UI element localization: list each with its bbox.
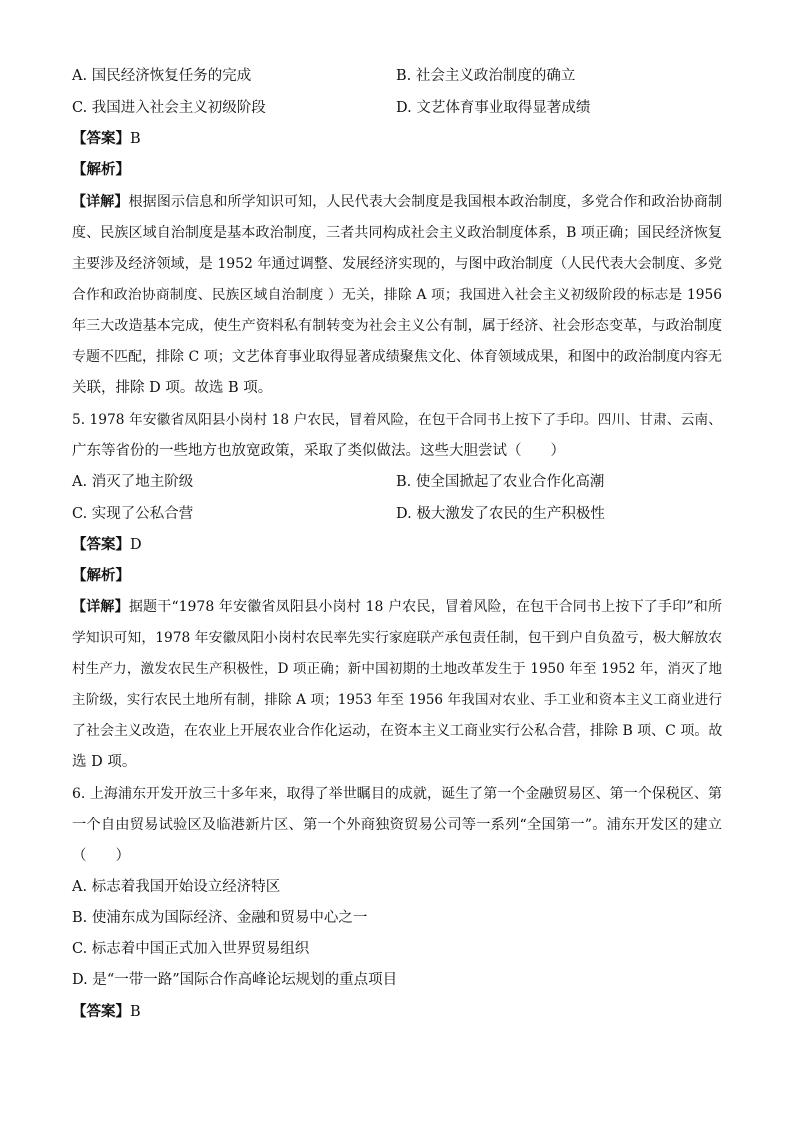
q4-option-d: D. 文艺体育事业取得显著成绩: [396, 100, 591, 116]
q5-stem-line-1: 5. 1978 年安徽省凤阳县小岗村 18 户农民，冒着风险，在包干合同书上按下了手印。四川、甘肃、云南、: [72, 412, 722, 428]
answer-tag: 【答案】: [72, 536, 130, 553]
q6-option-d: D. 是“一带一路”国际合作高峰论坛规划的重点项目: [72, 972, 398, 988]
q6-answer: [72, 1002, 722, 1022]
q5-detail-line-6: 选 D 项。: [72, 754, 137, 770]
q4-detail-line-7: 关联，排除 D 项。故选 B 项。: [72, 380, 273, 396]
q6-option-c: C. 标志着中国正式加入世界贸易组织: [72, 941, 310, 957]
q5-option-b: B. 使全国掀起了农业合作化高潮: [396, 474, 605, 490]
q4-detail-line-1: 【详解】根据图示信息和所学知识可知，人民代表大会制度是我国根本政治制度，多党合作和政治协商制: [72, 194, 723, 210]
detail-tag: 【详解】: [72, 194, 129, 210]
answer-value: B: [130, 1004, 141, 1020]
detail-tag: 【详解】: [72, 599, 129, 615]
q4-detail-line-5: 年三大改造基本完成，使生产资料私有制转变为社会主义公有制，属于经济、社会形态变革，与政治制度: [72, 318, 722, 334]
q5-detail-line-3: 村生产力，激发农民生产积极性，D 项正确；新中国初期的土地改革发生于 1950 年至 1952 年，消灭了地: [72, 661, 722, 677]
q5-option-d: D. 极大激发了农民的生产积极性: [396, 506, 605, 522]
q4-detail-line-4: 合作和政治协商制度、民族区域自治制度 ）无关，排除 A 项；我国进入社会主义初级阶段的标志是 1956: [72, 287, 722, 303]
answer-tag: 【答案】: [72, 130, 130, 147]
q5-detail-line-5: 了社会主义改造，在农业上开展农业合作化运动，在资本主义工商业实行公私合营，排除 B 项、C 项。故: [72, 723, 723, 739]
q6-stem-line-1: 6. 上海浦东开发开放三十多年来，取得了举世瞩目的成就，诞生了第一个金融贸易区、第一个保税区、第: [72, 786, 722, 802]
q6-option-a: A. 标志着我国开始设立经济特区: [72, 879, 281, 895]
q6-stem-line-3: （ ）: [72, 848, 130, 864]
answer-tag: 【答案】: [72, 1003, 130, 1020]
q5-answer: [72, 535, 722, 555]
q4-detail-line-2: 度、民族区域自治制度是基本政治制度，三者共同构成社会主义政治制度体系，B 项正确；国民经济恢复: [72, 225, 722, 241]
analysis-label: 【解析】: [72, 567, 130, 584]
q5-detail-line-1: 【详解】据题干“1978 年安徽省凤阳县小岗村 18 户农民，冒着风险，在包干合同书上按下了手印”和所: [72, 599, 722, 615]
q4-option-b: B. 社会主义政治制度的确立: [396, 68, 576, 84]
q4-answer: [72, 129, 722, 149]
answer-value: B: [130, 131, 141, 147]
q5-option-a: A. 消灭了地主阶级: [72, 474, 194, 490]
q5-stem-line-2: 广东等省份的一些地方也放宽政策，采取了类似做法。这些大胆尝试（ ）: [72, 443, 565, 459]
analysis-label: 【解析】: [72, 161, 130, 178]
q5-option-c: C. 实现了公私合营: [72, 506, 194, 522]
q4-option-c: C. 我国进入社会主义初级阶段: [72, 100, 266, 116]
q5-detail-line-4: 主阶级，实行农民土地所有制，排除 A 项；1953 年至 1956 年我国对农业、手工业和资本主义工商业进行: [72, 692, 722, 708]
q4-detail-line-6: 专题不匹配，排除 C 项；文艺体育事业取得显著成绩聚焦文化、体育领域成果，和图中的政治制度内容无: [72, 349, 722, 365]
q4-option-a: A. 国民经济恢复任务的完成: [72, 68, 252, 84]
q4-analysis-heading: [72, 160, 722, 180]
q5-analysis-heading: [72, 566, 722, 586]
q6-option-b: B. 使浦东成为国际经济、金融和贸易中心之一: [72, 910, 368, 926]
q6-stem-line-2: 一个自由贸易试验区及临港新片区、第一个外商独资贸易公司等一系列“全国第一”。浦东开发区的建立: [72, 817, 722, 833]
q4-detail-line-3: 主要涉及经济领域，是 1952 年通过调整、发展经济实现的，与图中政治制度（人民代表大会制度、多党: [72, 256, 722, 272]
q5-detail-line-2: 学知识可知，1978 年安徽凤阳小岗村农民率先实行家庭联产承包责任制，包干到户自负盈亏，极大解放农: [72, 630, 722, 646]
answer-value: D: [130, 537, 142, 553]
